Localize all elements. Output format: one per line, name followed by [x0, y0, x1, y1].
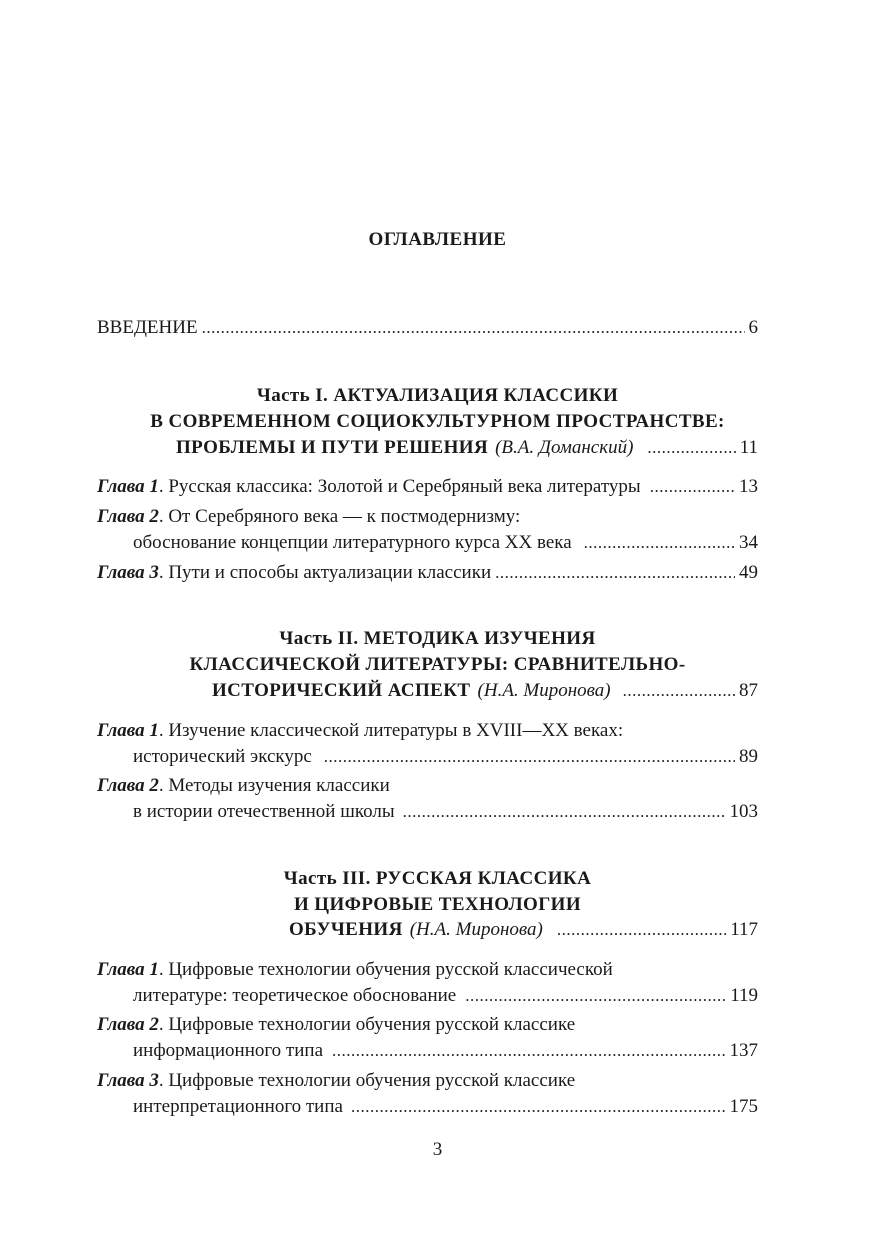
dot-leader	[202, 315, 745, 341]
toc-entry-part-2[interactable]	[212, 678, 758, 704]
toc-entry-part-1-chapter-3[interactable]	[97, 560, 758, 586]
toc-entry-part-1-chapter-2[interactable]	[133, 530, 758, 556]
chapter-label: Глава 2	[97, 506, 159, 527]
toc-entry-part-1-chapter-1[interactable]	[97, 474, 758, 500]
chapter-page: 89	[739, 746, 758, 767]
chapter-title-cont: интерпретационного типа	[133, 1096, 343, 1117]
dot-leader	[332, 1038, 726, 1064]
chapter-label: Глава 3	[97, 562, 159, 583]
page-number: 3	[432, 1139, 443, 1160]
dot-leader	[584, 530, 735, 556]
chapter-label: Глава 2	[97, 775, 159, 796]
dot-leader	[557, 917, 726, 943]
toc-entry-part-2-chapter-1-line-1[interactable]	[97, 718, 623, 744]
chapter-title: . Цифровые технологии обучения русской классической	[158, 959, 613, 980]
part-1-title-line-1: Часть I. АКТУАЛИЗАЦИЯ КЛАССИКИ	[256, 385, 619, 406]
chapter-label: Глава 1	[97, 720, 159, 741]
chapter-page: 13	[739, 476, 758, 497]
chapter-title-cont: литературе: теоретическое обоснование	[133, 985, 457, 1006]
toc-entry-part-3-chapter-1[interactable]	[133, 983, 758, 1009]
chapter-title: . Русская классика: Золотой и Серебряный века литературы	[158, 476, 641, 497]
part-3-author: (Н.А. Миронова)	[409, 919, 543, 940]
toc-entry-part-3-chapter-1-line-1[interactable]	[97, 957, 613, 983]
chapter-page: 137	[729, 1040, 758, 1061]
chapter-label: Глава 1	[97, 959, 159, 980]
chapter-title: . От Серебряного века — к постмодернизму:	[158, 506, 521, 527]
chapter-title: . Методы изучения классики	[158, 775, 390, 796]
part-3-page: 117	[730, 919, 758, 940]
dot-leader	[465, 983, 726, 1009]
chapter-title-cont: исторический экскурс	[133, 746, 312, 767]
chapter-page: 34	[739, 532, 758, 553]
chapter-title-cont: в истории отечественной школы	[133, 801, 395, 822]
toc-entry-part-2-chapter-1[interactable]	[133, 744, 758, 770]
toc-entry-part-3[interactable]	[289, 917, 758, 943]
chapter-title: . Цифровые технологии обучения русской классике	[158, 1014, 576, 1035]
dot-leader	[403, 799, 726, 825]
chapter-title: . Пути и способы актуализации классики	[158, 562, 492, 583]
toc-entry-part-3-chapter-2[interactable]	[133, 1038, 758, 1064]
dot-leader	[495, 560, 735, 586]
toc-entry-part-1-chapter-2-line-1[interactable]	[97, 504, 520, 530]
chapter-label: Глава 1	[97, 476, 159, 497]
dot-leader	[650, 474, 735, 500]
chapter-title: . Цифровые технологии обучения русской классике	[158, 1070, 576, 1091]
part-2-title-line-3: ИСТОРИЧЕСКИЙ АСПЕКТ	[212, 680, 471, 701]
toc-entry-part-2-chapter-2[interactable]	[133, 799, 758, 825]
intro-title: ВВЕДЕНИЕ	[97, 317, 198, 338]
toc-entry-part-1[interactable]	[176, 435, 758, 461]
dot-leader	[351, 1094, 726, 1120]
part-1-page: 11	[739, 437, 758, 458]
toc-entry-part-3-chapter-3[interactable]	[133, 1094, 758, 1120]
page-title: ОГЛАВЛЕНИЕ	[368, 229, 507, 250]
dot-leader	[623, 678, 735, 704]
part-2-title-line-2: КЛАССИЧЕСКОЙ ЛИТЕРАТУРЫ: СРАВНИТЕЛЬНО-	[189, 654, 686, 675]
part-2-page: 87	[739, 680, 758, 701]
chapter-title: . Изучение классической литературы в XVIII—XX веках:	[158, 720, 624, 741]
toc-entry-part-3-chapter-2-line-1[interactable]	[97, 1012, 575, 1038]
dot-leader	[647, 435, 735, 461]
chapter-label: Глава 3	[97, 1070, 159, 1091]
part-1-author: (В.А. Доманский)	[495, 437, 634, 458]
part-1-title-line-3: ПРОБЛЕМЫ И ПУТИ РЕШЕНИЯ	[176, 437, 489, 458]
toc-entry-part-3-chapter-3-line-1[interactable]	[97, 1068, 575, 1094]
chapter-title-cont: обоснование концепции литературного курса XX века	[133, 532, 572, 553]
toc-entry-part-2-chapter-2-line-1[interactable]	[97, 773, 390, 799]
part-2-author: (Н.А. Миронова)	[477, 680, 611, 701]
dot-leader	[324, 744, 735, 770]
chapter-page: 49	[739, 562, 758, 583]
chapter-label: Глава 2	[97, 1014, 159, 1035]
intro-page: 6	[748, 317, 758, 338]
part-1-title-line-2: В СОВРЕМЕННОМ СОЦИОКУЛЬТУРНОМ ПРОСТРАНСТВЕ:	[150, 411, 725, 432]
chapter-page: 119	[730, 985, 758, 1006]
chapter-page: 103	[729, 801, 758, 822]
chapter-page: 175	[729, 1096, 758, 1117]
part-3-title-line-3: ОБУЧЕНИЯ	[289, 919, 403, 940]
part-3-title-line-1: Часть III. РУССКАЯ КЛАССИКА	[283, 868, 592, 889]
chapter-title-cont: информационного типа	[133, 1040, 323, 1061]
part-2-title-line-1: Часть II. МЕТОДИКА ИЗУЧЕНИЯ	[279, 628, 596, 649]
part-3-title-line-2: И ЦИФРОВЫЕ ТЕХНОЛОГИИ	[293, 894, 582, 915]
toc-entry-intro[interactable]	[97, 315, 758, 341]
